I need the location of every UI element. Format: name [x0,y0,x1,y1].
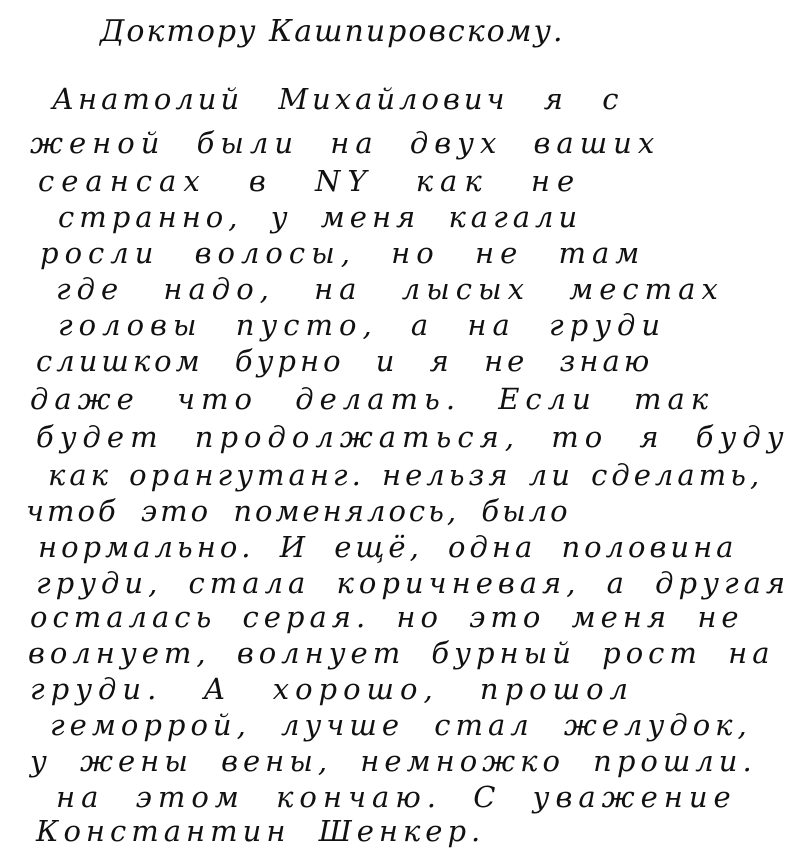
letter-line: слишком бурно и я не знаю [36,344,654,378]
letter-line: осталась серая. но это меня не [30,600,744,634]
letter-line: Анатолий Михайлович я с [52,82,623,116]
letter-line: чтоб это поменялось, было [26,494,571,528]
letter-line: геморрой, лучше стал желудок, [50,708,752,742]
letter-line: даже что делать. Если так [30,382,715,416]
letter-line: груди, стала коричневая, а другая [36,566,791,600]
letter-line: росли волосы, но не там [40,236,646,270]
letter-line: будет продолжаться, то я буду [36,420,790,454]
letter-line: волнует, волнует бурный рост на [28,636,775,670]
letter-line: как орангутанг. нельзя ли сделать, [48,458,764,492]
letter-line: груди. А хорошо, прошол [30,672,635,706]
letter-line: где надо, на лысых местах [56,272,724,306]
letter-line: женой были на двух ваших [30,126,661,160]
letter-salutation: Доктору Кашпировскому. [100,14,565,49]
letter-signature: Константин Шенкер. [36,814,486,848]
letter-line: у жены вены, немножко прошли. [30,744,757,778]
letter-line: странно, у меня кагали [58,200,583,234]
letter-closing-line: на этом кончаю. С уважение [56,780,737,814]
letter-line: сеансах в NY как не [38,164,582,198]
letter-line: головы пусто, а на груди [58,308,667,342]
letter-line: нормально. И ещё, одна половина [38,530,738,564]
